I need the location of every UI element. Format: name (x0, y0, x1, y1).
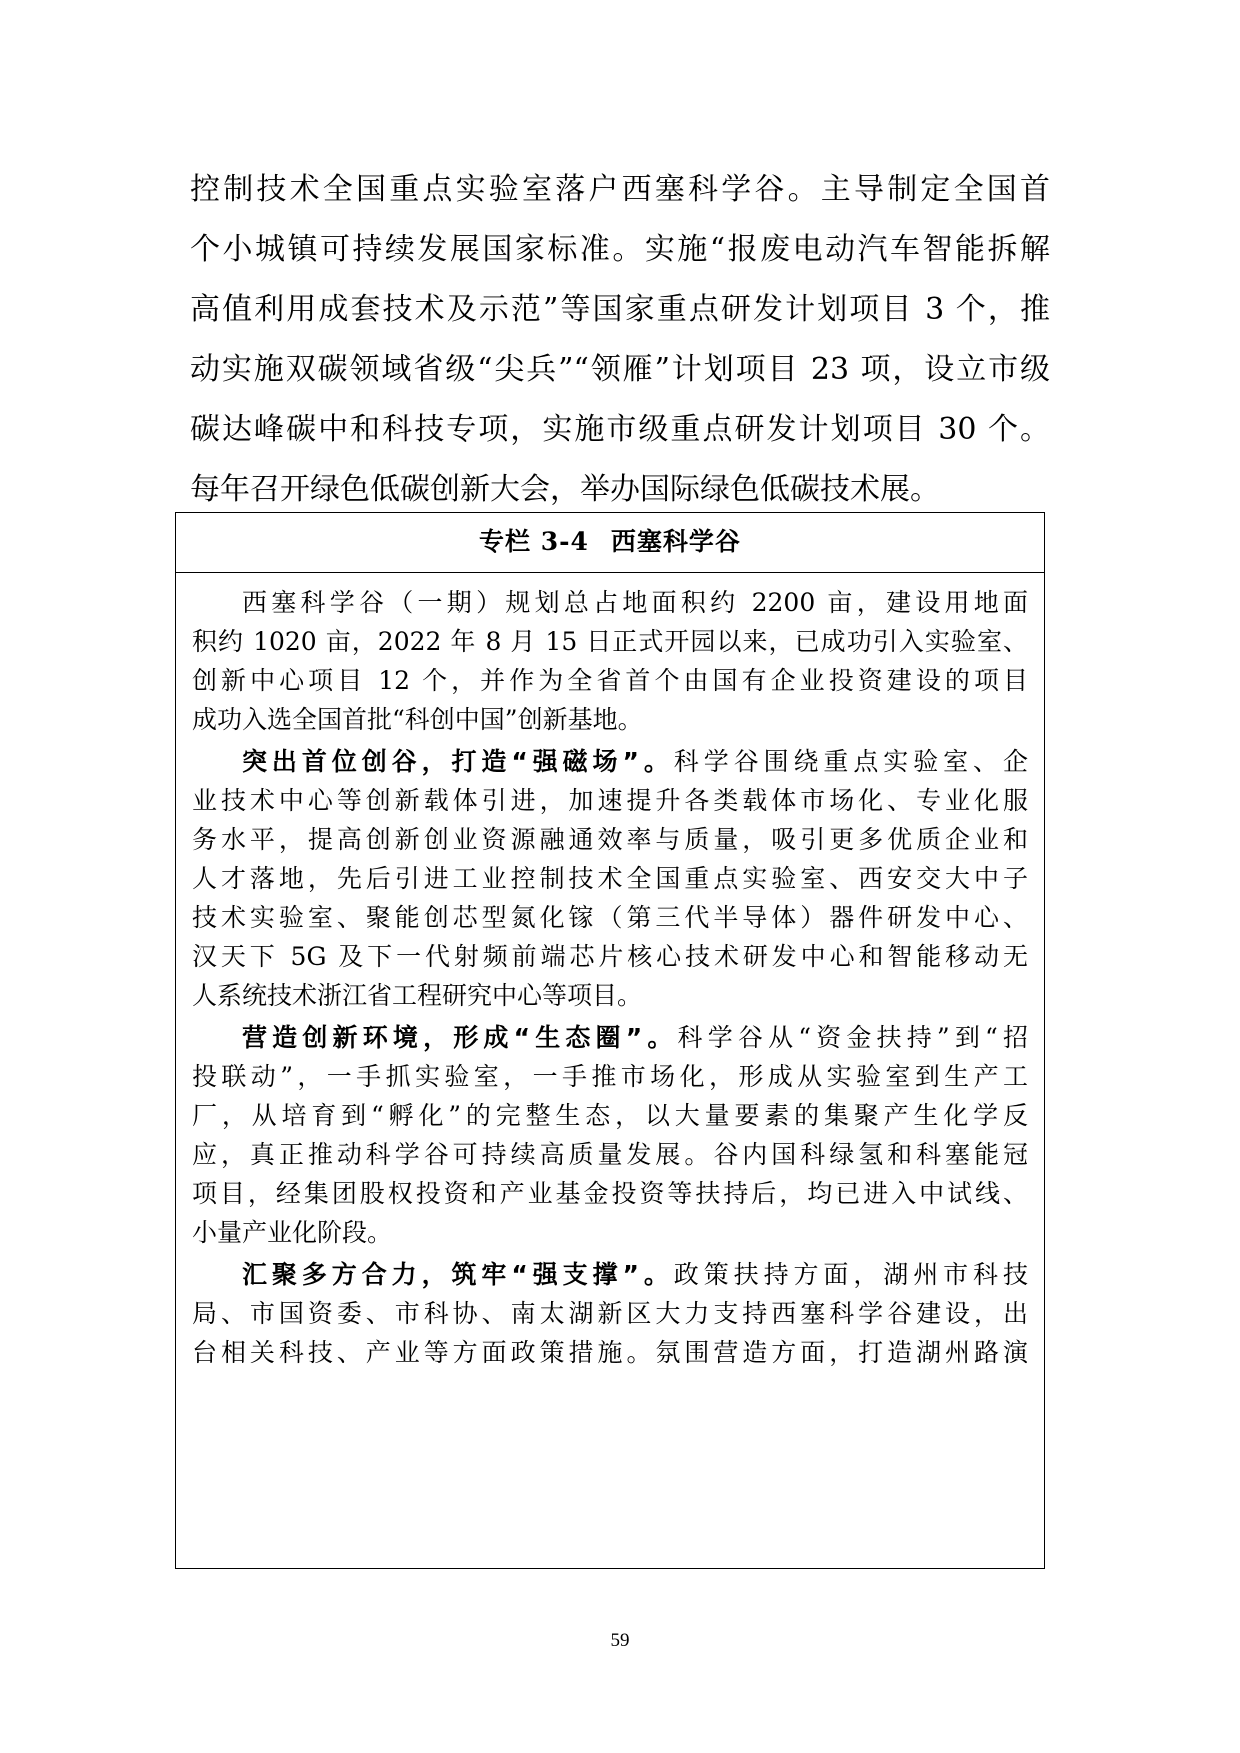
text-line: 人系统技术浙江省工程研究中心等项目。 (192, 981, 643, 1010)
text-line: 应，真正推动科学谷可持续高质量发展。谷内国科绿氢和科塞能冠 (192, 1140, 1028, 1169)
text-line: 务水平，提高创新创业资源融通效率与质量，吸引更多优质企业和 (192, 825, 1028, 854)
text-line (192, 1255, 1028, 1294)
box-title: 西塞科学谷 (610, 527, 741, 556)
intro-line: 高值利用成套技术及示范”等国家重点研发计划项目 3 个，推 (190, 292, 1050, 327)
intro-line: 动实施双碳领域省级“尖兵”“领雁”计划项目 23 项，设立市级 (190, 352, 1050, 387)
text-line: 投联动”，一手抓实验室，一手推市场化，形成从实验室到生产工 (192, 1062, 1028, 1091)
text-line: 厂，从培育到“孵化”的完整生态，以大量要素的集聚产生化学反 (192, 1101, 1028, 1130)
text-line: 业技术中心等创新载体引进，加速提升各类载体市场化、专业化服 (192, 786, 1028, 815)
text-line: 技术实验室、聚能创芯型氮化镓（第三代半导体）器件研发中心、 (192, 903, 1028, 932)
text-span: 政策扶持方面，湖州市科技 (673, 1260, 1028, 1289)
box-paragraph-ecosystem (192, 1018, 1028, 1252)
text-span: 科学谷从“资金扶持”到“招 (677, 1023, 1028, 1052)
box-paragraph-support (192, 1255, 1028, 1372)
text-line: 人才落地，先后引进工业控制技术全国重点实验室、西安交大中子 (192, 864, 1028, 893)
text-line: 台相关科技、产业等方面政策措施。氛围营造方面，打造湖州路演 (192, 1338, 1028, 1367)
text-line: 创新中心项目 12 个，并作为全省首个由国有企业投资建设的项目 (192, 666, 1028, 695)
page-number: 59 (610, 1630, 630, 1651)
intro-line: 控制技术全国重点实验室落户西塞科学谷。主导制定全国首 (190, 172, 1050, 207)
text-line: 西塞科学谷（一期）规划总占地面积约 2200 亩，建设用地面 (242, 588, 1028, 617)
box-paragraph-overview (192, 583, 1028, 739)
intro-line: 每年召开绿色低碳创新大会，举办国际绿色低碳技术展。 (190, 472, 940, 507)
intro-line: 个小城镇可持续发展国家标准。实施“报废电动汽车智能拆解 (190, 232, 1050, 267)
box-paragraph-magnet (192, 742, 1028, 1015)
text-line: 成功入选全国首批“科创中国”创新基地。 (192, 705, 643, 734)
text-span: 科学谷围绕重点实验室、企 (673, 747, 1028, 776)
box-label: 专栏 3-4 (479, 527, 589, 556)
box-body (192, 583, 1028, 1375)
text-line: 积约 1020 亩，2022 年 8 月 15 日正式开园以来，已成功引入实验室、 (192, 627, 1028, 656)
text-line: 项目，经集团股权投资和产业基金投资等扶持后，均已进入中试线、 (192, 1179, 1028, 1208)
sidebar-box (175, 512, 1045, 1569)
paragraph-heading: 突出首位创谷，打造“强磁场”。 (242, 747, 674, 776)
intro-paragraph (190, 160, 1050, 520)
paragraph-heading: 营造创新环境，形成“生态圈”。 (242, 1023, 678, 1052)
text-line: 汉天下 5G 及下一代射频前端芯片核心技术研发中心和智能移动无 (192, 942, 1028, 971)
text-line (192, 742, 1028, 781)
text-line: 局、市国资委、市科协、南太湖新区大力支持西塞科学谷建设，出 (192, 1299, 1028, 1328)
box-header (176, 513, 1044, 573)
paragraph-heading: 汇聚多方合力，筑牢“强支撑”。 (242, 1260, 674, 1289)
intro-line: 碳达峰碳中和科技专项，实施市级重点研发计划项目 30 个。 (190, 412, 1050, 447)
text-line (192, 1018, 1028, 1057)
text-line: 小量产业化阶段。 (192, 1218, 393, 1247)
